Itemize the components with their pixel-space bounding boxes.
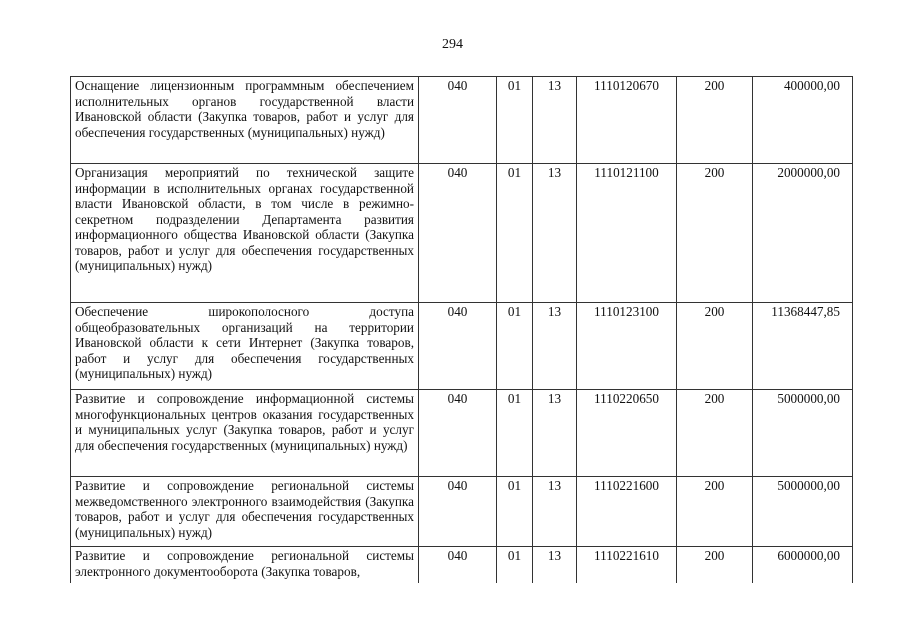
expense-description: Организация мероприятий по технической защите информации в исполнительных органах государственной власти Ивановской области, в том числе в режимно-секретном подразделении Департамента развития информационного общества Ивановской области (Закупка товаров, работ и услуг для обеспечения государственных (муниципальных) нужд) (71, 164, 419, 303)
expense-type-code: 200 (677, 303, 753, 390)
subsection-code: 13 (533, 77, 577, 164)
page-number: 294 (442, 37, 463, 52)
target-article-code: 1110123100 (577, 303, 677, 390)
expense-description: Развитие и сопровождение региональной системы электронного документооборота (Закупка товаров, (71, 547, 419, 583)
target-article-code: 1110221600 (577, 477, 677, 547)
table-row (71, 77, 853, 164)
table-row (71, 164, 853, 303)
ministry-code: 040 (419, 77, 497, 164)
target-article-code: 1110120670 (577, 77, 677, 164)
subsection-code: 13 (533, 164, 577, 303)
expense-description: Развитие и сопровождение региональной системы межведомственного электронного взаимодействия (Закупка товаров, работ и услуг для обеспечения государственных (муниципальных) нужд) (71, 477, 419, 547)
expense-type-code: 200 (677, 164, 753, 303)
subsection-code: 13 (533, 390, 577, 477)
ministry-code: 040 (419, 477, 497, 547)
target-article-code: 1110121100 (577, 164, 677, 303)
expense-type-code: 200 (677, 77, 753, 164)
amount: 5000000,00 (753, 390, 853, 477)
amount: 6000000,00 (753, 547, 853, 583)
table-row (71, 303, 853, 390)
target-article-code: 1110221610 (577, 547, 677, 583)
ministry-code: 040 (419, 390, 497, 477)
section-code: 01 (497, 77, 533, 164)
subsection-code: 13 (533, 477, 577, 547)
expense-type-code: 200 (677, 547, 753, 583)
expense-description: Развитие и сопровождение информационной системы многофункциональных центров оказания государственных и муниципальных услуг (Закупка товаров, работ и услуг для обеспечения государственных (муниципальных) нужд) (71, 390, 419, 477)
subsection-code: 13 (533, 547, 577, 583)
budget-table (70, 76, 853, 583)
section-code: 01 (497, 303, 533, 390)
section-code: 01 (497, 390, 533, 477)
ministry-code: 040 (419, 303, 497, 390)
subsection-code: 13 (533, 303, 577, 390)
amount: 11368447,85 (753, 303, 853, 390)
expense-description: Обеспечение широкополосного доступа общеобразовательных организаций на территории Ивановской области к сети Интернет (Закупка товаров, работ и услуг для обеспечения государственных (муниципальных) нужд) (71, 303, 419, 390)
table-row (71, 477, 853, 547)
amount: 2000000,00 (753, 164, 853, 303)
expense-type-code: 200 (677, 477, 753, 547)
section-code: 01 (497, 477, 533, 547)
section-code: 01 (497, 547, 533, 583)
table-row (71, 547, 853, 583)
amount: 400000,00 (753, 77, 853, 164)
expense-description: Оснащение лицензионным программным обеспечением исполнительных органов государственной власти Ивановской области (Закупка товаров, работ и услуг для обеспечения государственных (муниципальных) нужд) (71, 77, 419, 164)
expense-type-code: 200 (677, 390, 753, 477)
ministry-code: 040 (419, 547, 497, 583)
amount: 5000000,00 (753, 477, 853, 547)
page-bottom-margin (0, 612, 905, 640)
section-code: 01 (497, 164, 533, 303)
ministry-code: 040 (419, 164, 497, 303)
target-article-code: 1110220650 (577, 390, 677, 477)
table-row (71, 390, 853, 477)
